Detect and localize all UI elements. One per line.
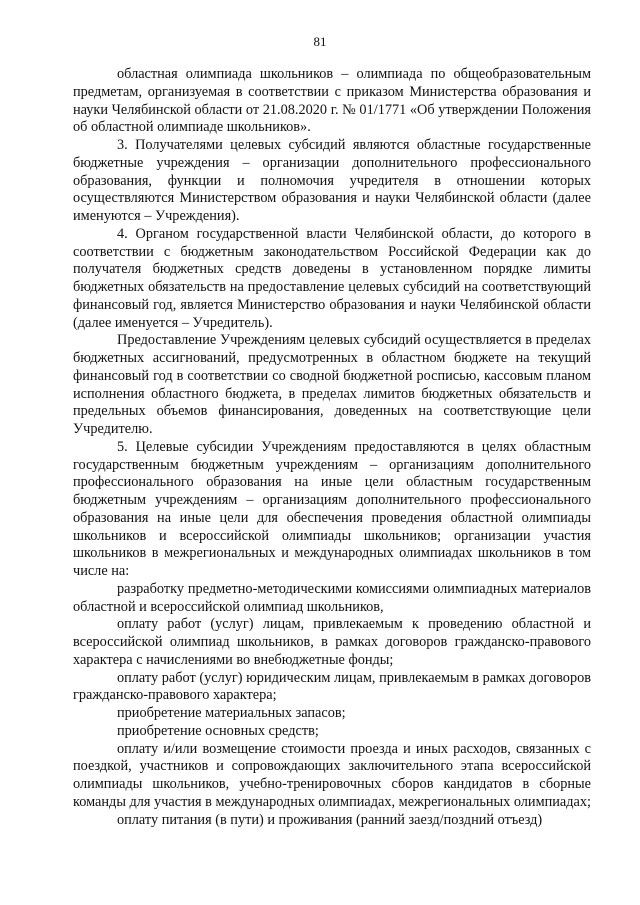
list-item-material-stocks: приобретение материальных запасов; [117,705,346,721]
list-item-materials-development: разработку предметно-методическими комиссиями олимпиадных материалов областной и всероссийской олимпиад школьников, [73,580,591,615]
paragraph-subsidy-provision: Предоставление Учреждениям целевых субсидий осуществляется в пределах бюджетных ассигнований, предусмотренных в областном бюджете на текущий финансовый год в соответствии со сводной бюджетной росписью, кассовым планом исполнения областного бюджета, в пределах лимитов бюджетных обязательств и предельных объемов финансирования, доведенных на соответствующие цели Учредителю. [73,332,591,437]
paragraph-clause-4: 4. Органом государственной власти Челябинской области, до которого в соответствии с бюджетным законодательством Российской Федерации как до получателя бюджетных средств доведены в установленном порядке лимиты бюджетных обязательств на предоставление целевых субсидий на соответствующий финансовый год, является Министерство образования и науки Челябинской области (далее именуется – Учредитель). [73,225,591,331]
list-item-payment-individuals: оплату работ (услуг) лицам, привлекаемым к проведению областной и всероссийской олимпиад школьников, в рамках договоров гражданско-правового характера с начислениями во внебюджетные фонды; [73,616,591,668]
paragraph-clause-5: 5. Целевые субсидии Учреждениям предоставляются в целях областным государственным бюджетным учреждениям – организациям дополнительного профессионального образования на иные цели областным государственным бюджетным учреждениям – организациям дополнительного профессионального образования на иные цели для обеспечения проведения областной олимпиады школьников и всероссийской олимпиады школьников; организации участия школьников в межрегиональных и международных олимпиадах школьников в том числе на: [73,438,591,579]
paragraph-clause-3: 3. Получателями целевых субсидий являются областные государственные бюджетные учреждения – организации дополнительного профессионального образования, функции и полномочия учредителя в отношении которых осуществляются Министерством образования и науки Челябинской области (далее именуются – Учреждения). [73,137,591,224]
document-body [73,66,591,829]
page-number: 81 [313,34,327,49]
list-item-travel-expenses: оплату и/или возмещение стоимости проезда и иных расходов, связанных с поездкой, участников и сопровождающих заключительного этапа всероссийской олимпиады школьников, учебно-тренировочных сборов кандидатов в сборные команды для участия в международных олимпиадах, межрегиональных олимпиадах; [73,740,592,810]
paragraph-olympiad-definition: областная олимпиада школьников – олимпиада по общеобразовательным предметам, организуемая в соответствии с приказом Министерства образования и науки Челябинской области от 21.08.2020 г. № 01/1771 «Об утверждении Положения об областной олимпиаде школьников». [73,66,591,136]
list-item-payment-legal-entities: оплату работ (услуг) юридическим лицам, привлекаемым в рамках договоров гражданско-правового характера; [73,669,591,704]
list-item-meals-accommodation: оплату питания (в пути) и проживания (ранний заезд/поздний отъезд) [117,811,543,828]
list-item-fixed-assets: приобретение основных средств; [117,722,319,739]
